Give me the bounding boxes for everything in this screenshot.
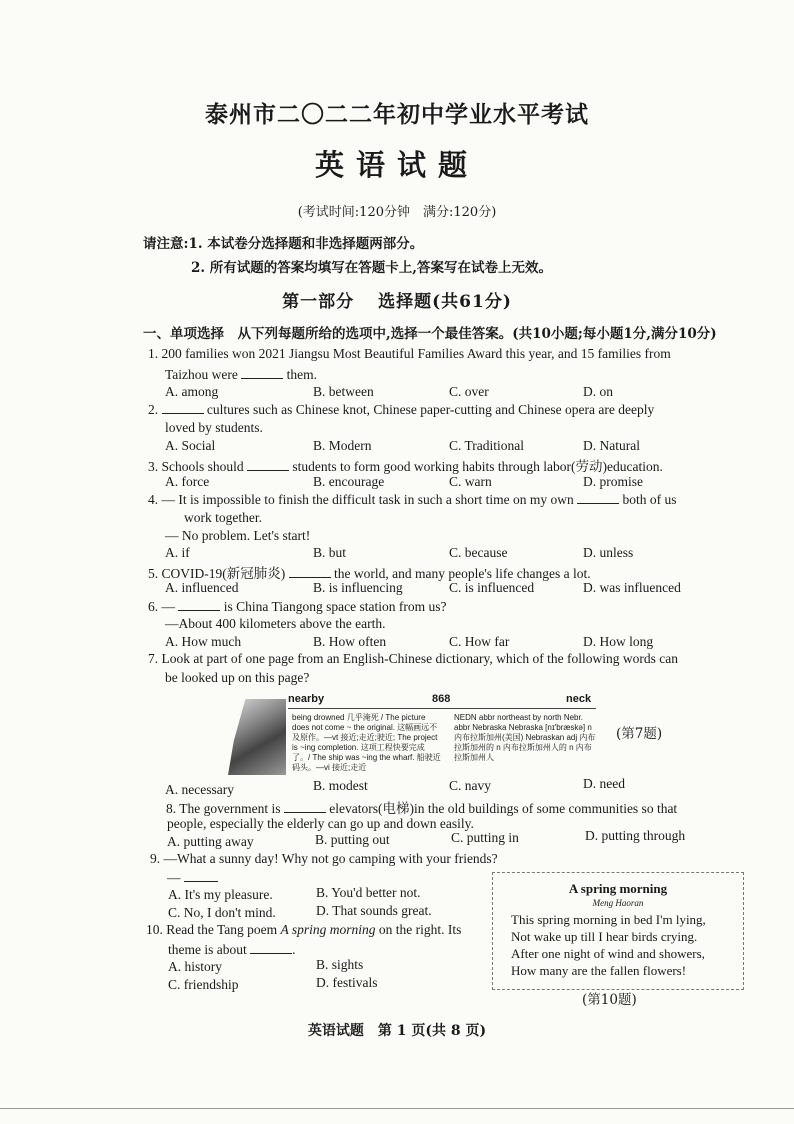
- poem-box: [492, 872, 744, 990]
- dictionary-column-2: NEDN abbr northeast by north Nebr. abbr Nebraska Nebraska [nɪ'bræskə] n 内布拉斯加州(美国) Nebraskan adj 内布拉斯加州的 n 内布拉斯加州人的 n 内布拉斯加州人: [454, 713, 596, 762]
- poem-line: How many are the fallen flowers!: [511, 963, 687, 978]
- answer-blank: [250, 941, 292, 954]
- q1-option-d: D. on: [583, 384, 613, 399]
- dictionary-guide-word-left: nearby: [288, 693, 325, 705]
- section-title: 一、单项选择 从下列每题所给的选项中,选择一个最佳答案。(共10小题;每小题1分,满分10分): [143, 326, 717, 342]
- q2-option-a: A. Social: [165, 438, 216, 453]
- q9-option-a: A. It's my pleasure.: [168, 887, 273, 902]
- poem-line: After one night of wind and showers,: [511, 946, 705, 961]
- q4-stem-2: work together.: [184, 510, 262, 525]
- q4-option-d: D. unless: [583, 545, 634, 560]
- answer-blank: [178, 598, 220, 611]
- q5-option-b: B. is influencing: [313, 580, 403, 595]
- q7-option-c: C. navy: [449, 778, 491, 793]
- part-name: 第一部分: [282, 292, 355, 312]
- q6-stem: 6. — is China Tiangong space station from us?: [148, 599, 447, 614]
- exam-title: 泰州市二〇二二年初中学业水平考试: [205, 101, 589, 128]
- q7-stem: 7. Look at part of one page from an English-Chinese dictionary, which of the following words can: [148, 651, 678, 666]
- q5-option-c: C. is influenced: [449, 580, 535, 595]
- q6-option-b: B. How often: [313, 634, 387, 649]
- q10-option-a: A. history: [168, 959, 222, 974]
- exam-info: (考试时间:120分钟 满分:120分): [297, 205, 497, 220]
- q6-reply: —About 400 kilometers above the earth.: [165, 616, 386, 631]
- q8-option-a: A. putting away: [167, 834, 254, 849]
- q9-option-d: D. That sounds great.: [316, 903, 432, 918]
- q9-option-b: B. You'd better not.: [316, 885, 421, 900]
- exam-subject-title: 英语试题: [314, 148, 479, 182]
- q6-option-c: C. How far: [449, 634, 510, 649]
- q4-option-a: A. if: [165, 545, 190, 560]
- answer-blank: [289, 565, 331, 578]
- q10-stem: 10. Read the Tang poem A spring morning on the right. Its: [146, 922, 462, 937]
- dictionary-guide-word-right: neck: [566, 693, 592, 705]
- q3-option-a: A. force: [165, 474, 210, 489]
- q1-option-a: A. among: [165, 384, 219, 399]
- q4-reply: — No problem. Let's start!: [165, 528, 311, 543]
- q8-option-c: C. putting in: [451, 830, 519, 845]
- q5-option-a: A. influenced: [165, 580, 239, 595]
- answer-blank: [162, 401, 204, 414]
- q3-option-d: D. promise: [583, 474, 643, 489]
- part-subtitle: 选择题(共61分): [378, 292, 512, 312]
- notice-block: [143, 232, 552, 280]
- q10-option-d: D. festivals: [316, 975, 378, 990]
- q1-option-b: B. between: [313, 384, 374, 399]
- q10-option-b: B. sights: [316, 957, 364, 972]
- q2-option-c: C. Traditional: [449, 438, 525, 453]
- q7-option-d: D. need: [583, 776, 625, 791]
- q6-option-d: D. How long: [583, 634, 654, 649]
- q6-option-a: A. How much: [165, 634, 242, 649]
- q2-stem: 2. cultures such as Chinese knot, Chinese paper-cutting and Chinese opera are deeply: [148, 402, 655, 417]
- dictionary-excerpt: [228, 693, 606, 779]
- q7-option-b: B. modest: [313, 778, 368, 793]
- q8-option-d: D. putting through: [585, 828, 686, 843]
- q8-stem: 8. The government is elevators(电梯)in the old buildings of some communities so that: [166, 801, 678, 816]
- q7-option-a: A. necessary: [165, 782, 234, 797]
- q9-reply: —: [167, 869, 218, 886]
- q3-option-c: C. warn: [449, 474, 492, 489]
- part-title: [0, 287, 794, 312]
- q3-stem: 3. Schools should students to form good working habits through labor(劳动)education.: [148, 459, 663, 474]
- answer-blank: [184, 869, 218, 882]
- q5-stem: 5. COVID-19(新冠肺炎) the world, and many people's life changes a lot.: [148, 566, 591, 581]
- q1-stem-2: Taizhou were them.: [165, 367, 318, 382]
- answer-blank: [284, 800, 326, 813]
- poem-title: A spring morning: [568, 881, 668, 896]
- q4-option-c: C. because: [449, 545, 508, 560]
- q2-option-d: D. Natural: [583, 438, 640, 453]
- dictionary-page-number: 868: [432, 693, 451, 705]
- poem-line: This spring morning in bed I'm lying,: [511, 912, 706, 927]
- q9-stem: 9. —What a sunny day! Why not go camping with your friends?: [150, 851, 498, 866]
- q8-option-b: B. putting out: [315, 832, 390, 847]
- poem-author: Meng Haoran: [592, 898, 644, 908]
- q7-stem-2: be looked up on this page?: [165, 670, 310, 685]
- page-bottom-rule: [0, 1108, 794, 1109]
- q10-stem-2: theme is about .: [168, 942, 296, 957]
- answer-blank: [241, 366, 283, 379]
- page-footer: 英语试题 第 1 页(共 8 页): [307, 1023, 487, 1039]
- q10-figure-label: (第10题): [582, 992, 637, 1008]
- q9-option-c: C. No, I don't mind.: [168, 905, 276, 920]
- answer-blank: [247, 458, 289, 471]
- answer-blank: [577, 491, 619, 504]
- q2-stem-2: loved by students.: [165, 420, 263, 435]
- dictionary-column-1: being drowned 几乎淹死 / The picture does not come ~ the original. 这幅画远不及原作。—vt 接近;走近;驶近; The project is ~ing completion. 这项工程快要完成了。/ The ship was ~ing the wharf. 船驶近码头。—vi 接近;走近: [292, 713, 441, 772]
- q4-stem: 4. — It is impossible to finish the difficult task in such a short time on my own both of us: [148, 492, 677, 507]
- q1-stem: 1. 200 families won 2021 Jiangsu Most Beautiful Families Award this year, and 15 families from: [148, 346, 671, 361]
- q3-option-b: B. encourage: [313, 474, 385, 489]
- q2-option-b: B. Modern: [313, 438, 372, 453]
- dictionary-illustration: [228, 699, 286, 775]
- q10-option-c: C. friendship: [168, 977, 239, 992]
- q1-option-c: C. over: [449, 384, 489, 399]
- q4-option-b: B. but: [313, 545, 347, 560]
- q7-figure-label: (第7题): [616, 726, 663, 742]
- notice-line-2: 2. 所有试题的答案均填写在答题卡上,答案写在试卷上无效。: [191, 260, 552, 276]
- q8-stem-2: people, especially the elderly can go up and down easily.: [167, 816, 474, 831]
- q5-option-d: D. was influenced: [583, 580, 681, 595]
- poem-line: Not wake up till I hear birds crying.: [511, 929, 698, 944]
- notice-line-1: 请注意:1. 本试卷分选择题和非选择题两部分。: [143, 236, 424, 252]
